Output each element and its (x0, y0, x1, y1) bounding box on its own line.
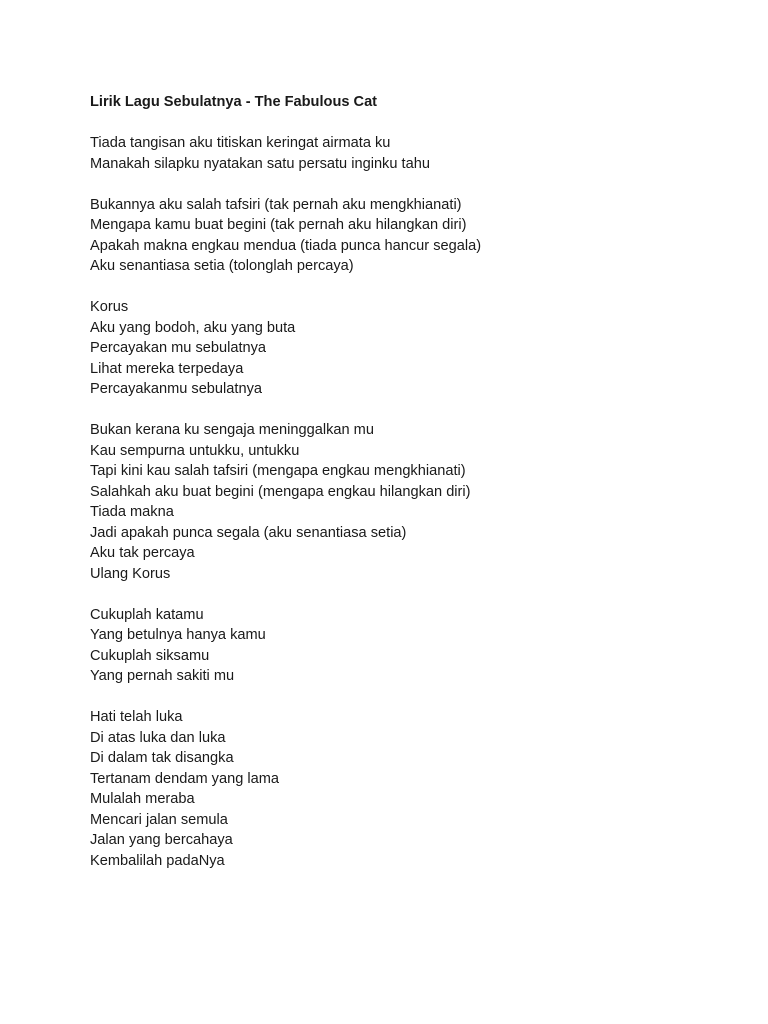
lyric-line: Salahkah aku buat begini (mengapa engkau hilangkan diri) (90, 483, 471, 500)
lyric-line: Hati telah luka (90, 709, 183, 725)
lyric-line: Lihat mereka terpedaya (90, 360, 244, 377)
lyric-line: Tiada makna (90, 504, 174, 520)
lyric-line: Mulalah meraba (90, 791, 195, 807)
lyric-line: Bukannya aku salah tafsiri (tak pernah aku mengkhianati) (90, 196, 462, 213)
lyric-line: Apakah makna engkau mendua (tiada punca hancur segala) (90, 237, 482, 254)
stanza (90, 420, 730, 584)
stanza (90, 133, 730, 174)
lyric-line: Kau sempurna untukku, untukku (90, 442, 300, 459)
lyric-line: Di atas luka dan luka (90, 729, 226, 746)
stanza (90, 707, 730, 871)
lyric-line: Percayakanmu sebulatnya (90, 381, 262, 397)
stanza (90, 605, 730, 687)
lyric-line: Cukuplah katamu (90, 606, 204, 623)
lyric-line: Kembalilah padaNya (90, 852, 225, 869)
lyric-line: Percayakan mu sebulatnya (90, 340, 267, 356)
lyric-line: Jadi apakah punca segala (aku senantiasa setia) (90, 524, 407, 541)
stanza-list (90, 133, 730, 871)
lyric-line: Manakah silapku nyatakan satu persatu inginku tahu (90, 155, 430, 172)
lyric-line: Mengapa kamu buat begini (tak pernah aku hilangkan diri) (90, 217, 467, 233)
lyric-line: Cukuplah siksamu (90, 647, 210, 664)
lyric-line: Ulang Korus (90, 565, 171, 582)
lyric-line: Bukan kerana ku sengaja meninggalkan mu (90, 422, 374, 438)
lyric-line: Aku senantiasa setia (tolonglah percaya) (90, 258, 354, 274)
document-title: Lirik Lagu Sebulatnya - The Fabulous Cat (90, 94, 378, 110)
lyric-line: Yang pernah sakiti mu (90, 668, 235, 684)
lyric-line: Tiada tangisan aku titiskan keringat airmata ku (90, 135, 391, 151)
lyric-line: Jalan yang bercahaya (90, 832, 233, 848)
lyric-line: Yang betulnya hanya kamu (90, 627, 266, 643)
lyric-line: Aku tak percaya (90, 545, 195, 561)
lyric-line: Tapi kini kau salah tafsiri (mengapa engkau mengkhianati) (90, 463, 466, 479)
lyric-line: Tertanam dendam yang lama (90, 770, 280, 787)
lyrics-content (90, 92, 730, 892)
lyric-line: Di dalam tak disangka (90, 750, 234, 766)
lyric-line: Aku yang bodoh, aku yang buta (90, 319, 296, 336)
stanza (90, 195, 730, 277)
stanza (90, 297, 730, 400)
lyric-line: Korus (90, 299, 129, 315)
lyric-line: Mencari jalan semula (90, 811, 228, 828)
